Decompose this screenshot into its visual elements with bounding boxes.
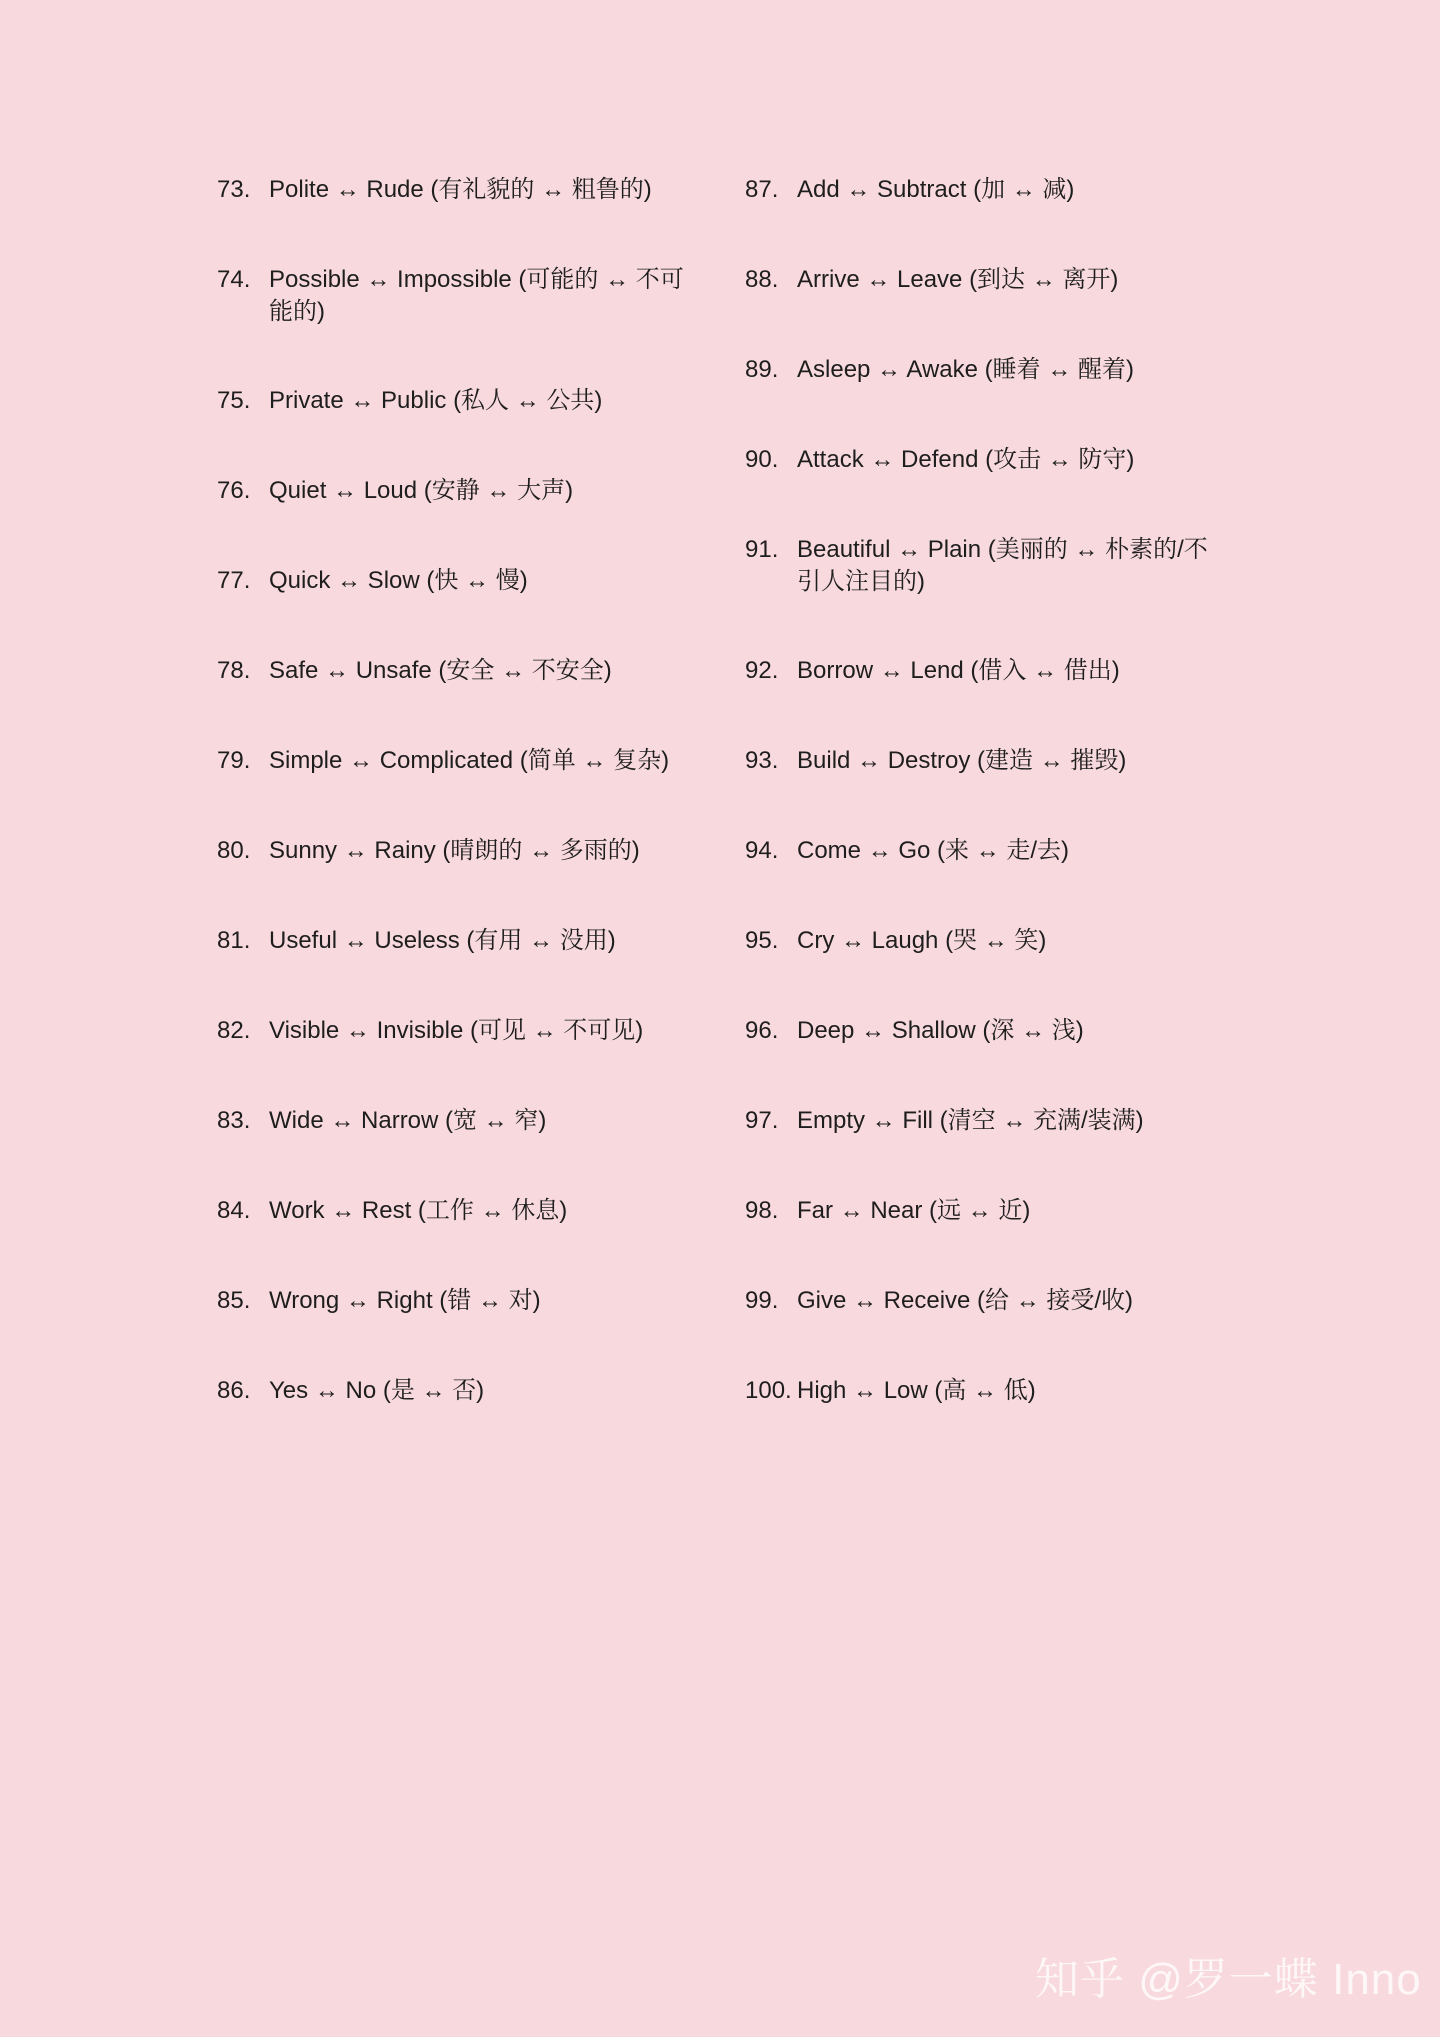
item-number: 83.	[217, 1107, 251, 1134]
list-item	[745, 1285, 1225, 1317]
list-item	[217, 745, 697, 777]
list-item	[217, 385, 697, 417]
item-text: Useful ↔ Useless (有用 ↔ 没用)	[269, 927, 616, 954]
item-number: 85.	[217, 1287, 251, 1314]
item-text: Wrong ↔ Right (错 ↔ 对)	[269, 1287, 541, 1314]
item-number: 100.	[745, 1377, 792, 1404]
item-text: Beautiful ↔ Plain (美丽的 ↔ 朴素的/不引人注目的)	[797, 536, 1208, 595]
list-item	[217, 565, 697, 597]
list-item	[745, 1015, 1225, 1047]
list-item	[745, 1195, 1225, 1227]
item-text: Private ↔ Public (私人 ↔ 公共)	[269, 387, 603, 414]
item-number: 87.	[745, 176, 779, 203]
item-number: 90.	[745, 446, 779, 473]
item-text: Far ↔ Near (远 ↔ 近)	[797, 1197, 1031, 1224]
list-item	[745, 264, 1225, 296]
item-text: Work ↔ Rest (工作 ↔ 休息)	[269, 1197, 568, 1224]
zhihu-watermark: 知乎 @罗一蝶 Inno	[1035, 1955, 1422, 2004]
item-number: 86.	[217, 1377, 251, 1404]
item-number: 93.	[745, 747, 779, 774]
item-number: 99.	[745, 1287, 779, 1314]
list-item	[217, 1195, 697, 1227]
item-text: Add ↔ Subtract (加 ↔ 减)	[797, 176, 1075, 203]
item-text: Cry ↔ Laugh (哭 ↔ 笑)	[797, 927, 1047, 954]
list-item	[745, 1105, 1225, 1137]
list-item	[217, 925, 697, 957]
item-number: 81.	[217, 927, 251, 954]
item-number: 76.	[217, 477, 251, 504]
item-number: 97.	[745, 1107, 779, 1134]
list-item	[217, 1285, 697, 1317]
list-item	[745, 1375, 1225, 1407]
list-item	[217, 655, 697, 687]
item-number: 77.	[217, 567, 251, 594]
item-number: 80.	[217, 837, 251, 864]
item-text: Wide ↔ Narrow (宽 ↔ 窄)	[269, 1107, 547, 1134]
item-text: Borrow ↔ Lend (借入 ↔ 借出)	[797, 657, 1120, 684]
item-number: 91.	[745, 536, 779, 563]
item-text: Quiet ↔ Loud (安静 ↔ 大声)	[269, 477, 574, 504]
list-item	[217, 1105, 697, 1137]
item-number: 82.	[217, 1017, 251, 1044]
list-item	[217, 174, 697, 206]
item-number: 79.	[217, 747, 251, 774]
item-text: Build ↔ Destroy (建造 ↔ 摧毁)	[797, 747, 1127, 774]
list-item	[217, 1375, 697, 1407]
item-number: 73.	[217, 176, 251, 203]
item-text: Quick ↔ Slow (快 ↔ 慢)	[269, 567, 528, 594]
item-text: Empty ↔ Fill (清空 ↔ 充满/装满)	[797, 1107, 1144, 1134]
list-item	[745, 745, 1225, 777]
item-text: Polite ↔ Rude (有礼貌的 ↔ 粗鲁的)	[269, 176, 652, 203]
list-item	[745, 444, 1225, 476]
item-text: Visible ↔ Invisible (可见 ↔ 不可见)	[269, 1017, 644, 1044]
list-item	[217, 1015, 697, 1047]
item-text: High ↔ Low (高 ↔ 低)	[797, 1377, 1036, 1404]
item-text: Attack ↔ Defend (攻击 ↔ 防守)	[797, 446, 1135, 473]
item-text: Possible ↔ Impossible (可能的 ↔ 不可能的)	[269, 266, 684, 325]
item-text: Simple ↔ Complicated (简单 ↔ 复杂)	[269, 747, 670, 774]
list-item	[745, 655, 1225, 687]
item-text: Yes ↔ No (是 ↔ 否)	[269, 1377, 485, 1404]
item-number: 84.	[217, 1197, 251, 1224]
item-number: 75.	[217, 387, 251, 414]
item-number: 78.	[217, 657, 251, 684]
item-number: 88.	[745, 266, 779, 293]
list-item	[745, 174, 1225, 206]
item-number: 96.	[745, 1017, 779, 1044]
item-number: 95.	[745, 927, 779, 954]
item-text: Give ↔ Receive (给 ↔ 接受/收)	[797, 1287, 1134, 1314]
list-item	[745, 534, 1225, 598]
list-item	[217, 475, 697, 507]
item-text: Asleep ↔ Awake (睡着 ↔ 醒着)	[797, 356, 1134, 383]
list-item	[217, 264, 697, 328]
item-number: 94.	[745, 837, 779, 864]
list-item	[745, 835, 1225, 867]
item-number: 98.	[745, 1197, 779, 1224]
item-number: 74.	[217, 266, 251, 293]
item-number: 89.	[745, 356, 779, 383]
list-item	[745, 925, 1225, 957]
item-number: 92.	[745, 657, 779, 684]
item-text: Sunny ↔ Rainy (晴朗的 ↔ 多雨的)	[269, 837, 640, 864]
list-item	[217, 835, 697, 867]
item-text: Arrive ↔ Leave (到达 ↔ 离开)	[797, 266, 1119, 293]
item-text: Safe ↔ Unsafe (安全 ↔ 不安全)	[269, 657, 612, 684]
list-item	[745, 354, 1225, 386]
item-text: Come ↔ Go (来 ↔ 走/去)	[797, 837, 1070, 864]
item-text: Deep ↔ Shallow (深 ↔ 浅)	[797, 1017, 1084, 1044]
